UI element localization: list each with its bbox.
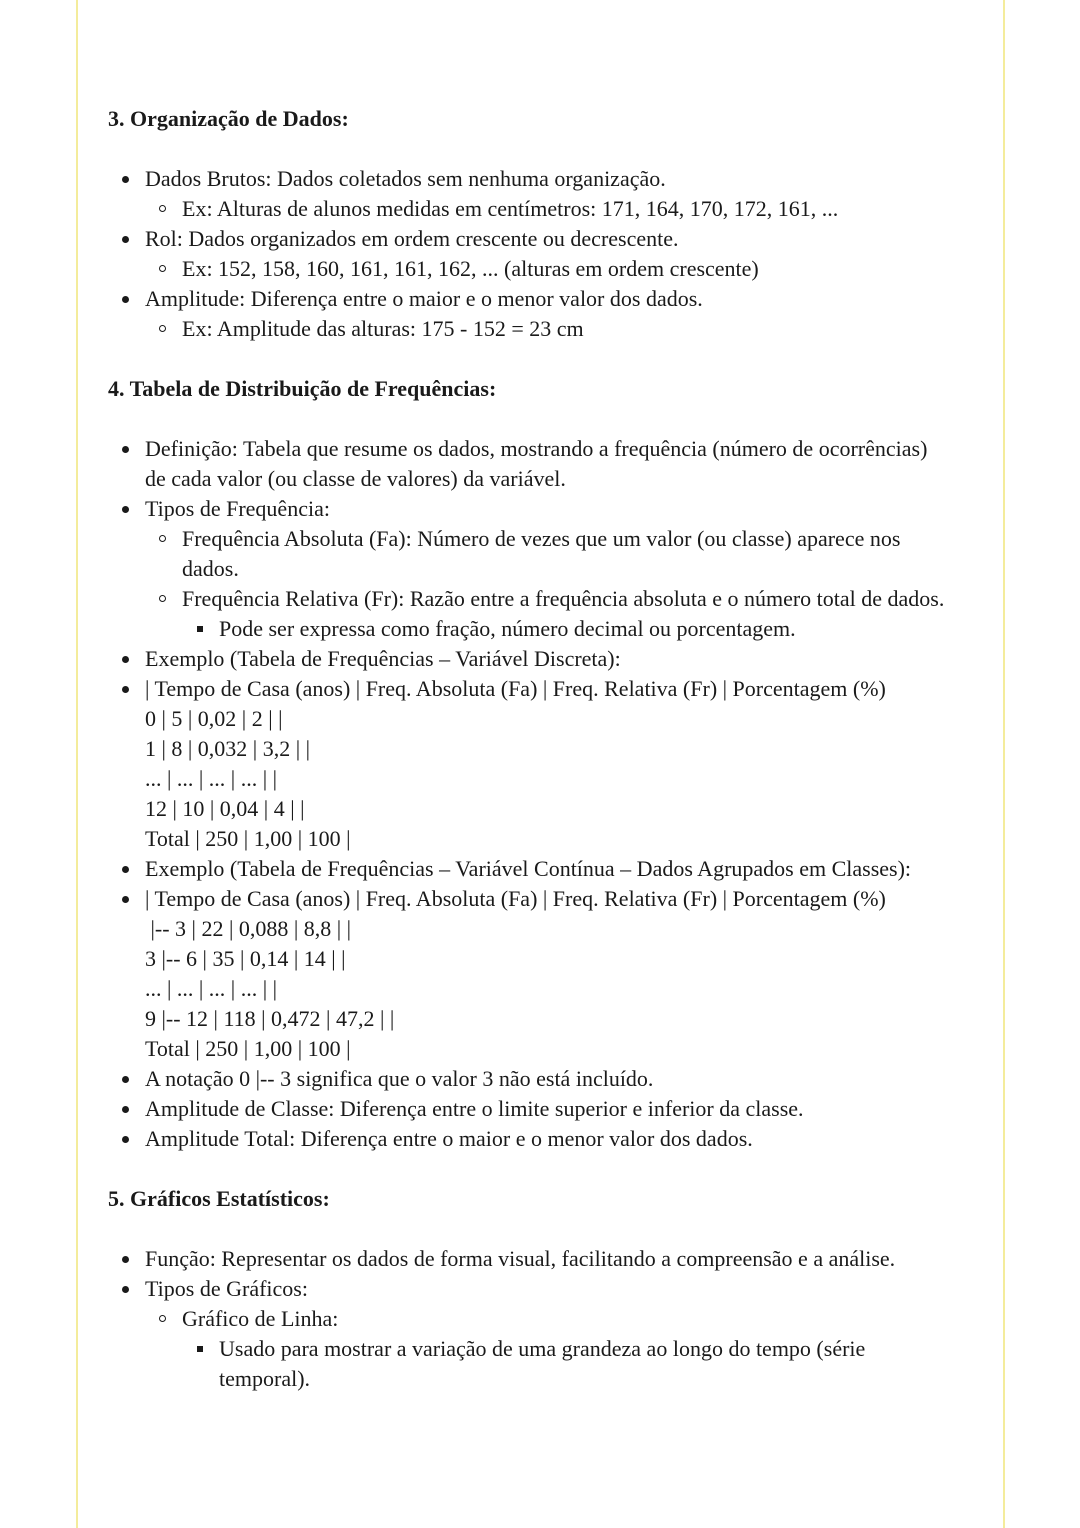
bullet-icon [122,686,129,693]
table-row: ... | ... | ... | ... | | [145,766,278,791]
page-border-right [1003,0,1005,1528]
bullet-icon [122,236,129,243]
list-item: Função: Representar os dados de forma visual, facilitando a compreensão e a análise. [108,1244,988,1274]
list-item: Usado para mostrar a variação de uma grandeza ao longo do tempo (série temporal). [108,1334,988,1394]
table-example-continuous [108,884,988,1064]
bullet-icon [122,1286,129,1293]
circle-bullet-icon [159,325,166,332]
bullet-icon [122,1106,129,1113]
list-item: Pode ser expressa como fração, número decimal ou porcentagem. [108,614,988,644]
bullet-icon [122,506,129,513]
list-item: Tipos de Gráficos: [108,1274,988,1304]
table-example-discrete [108,674,988,854]
section-3-title: 3. Organização de Dados: [108,106,349,131]
list-item: Exemplo (Tabela de Frequências – Variável Contínua – Dados Agrupados em Classes): [108,854,988,884]
table-row: 9 |-- 12 | 118 | 0,472 | 47,2 | | [145,1006,395,1031]
bullet-icon [122,176,129,183]
circle-bullet-icon [159,265,166,272]
bullet-icon [122,296,129,303]
bullet-icon [122,1256,129,1263]
section-4-list [108,434,988,1154]
table-row: |-- 3 | 22 | 0,088 | 8,8 | | [145,916,352,941]
square-bullet-icon [197,626,203,632]
list-item: Ex: 152, 158, 160, 161, 161, 162, ... (alturas em ordem crescente) [108,254,988,284]
circle-bullet-icon [159,595,166,602]
table-row: ... | ... | ... | ... | | [145,976,278,1001]
circle-bullet-icon [159,535,166,542]
section-5-title: 5. Gráficos Estatísticos: [108,1186,330,1211]
list-item: Dados Brutos: Dados coletados sem nenhuma organização. [108,164,988,194]
section-5-list [108,1244,988,1394]
document-content [108,104,988,1394]
table-row: 1 | 8 | 0,032 | 3,2 | | [145,736,311,761]
bullet-icon [122,1136,129,1143]
list-item: Gráfico de Linha: [108,1304,988,1334]
table-row: Total | 250 | 1,00 | 100 | [145,826,351,851]
list-item: Amplitude: Diferença entre o maior e o menor valor dos dados. [108,284,988,314]
table-row: 3 |-- 6 | 35 | 0,14 | 14 | | [145,946,346,971]
section-4-title: 4. Tabela de Distribuição de Frequências: [108,376,497,401]
bullet-icon [122,656,129,663]
square-bullet-icon [197,1346,203,1352]
bullet-icon [122,446,129,453]
table-row: 12 | 10 | 0,04 | 4 | | [145,796,305,821]
bullet-icon [122,896,129,903]
list-item: Definição: Tabela que resume os dados, mostrando a frequência (número de ocorrências) de cada valor (ou classe de valores) da variável. [108,434,988,494]
list-item: Amplitude Total: Diferença entre o maior e o menor valor dos dados. [108,1124,988,1154]
section-3-list [108,164,988,344]
page-border-left [76,0,78,1528]
list-item: Amplitude de Classe: Diferença entre o limite superior e inferior da classe. [108,1094,988,1124]
list-item: A notação 0 |-- 3 significa que o valor 3 não está incluído. [108,1064,988,1094]
list-item: Tipos de Frequência: [108,494,988,524]
circle-bullet-icon [159,1315,166,1322]
bullet-icon [122,1076,129,1083]
table-row: Total | 250 | 1,00 | 100 | [145,1036,351,1061]
table-header: | Tempo de Casa (anos) | Freq. Absoluta (Fa) | Freq. Relativa (Fr) | Porcentagem (%) [145,886,886,911]
bullet-icon [122,866,129,873]
list-item: Frequência Absoluta (Fa): Número de vezes que um valor (ou classe) aparece nos dados. [108,524,988,584]
list-item: Exemplo (Tabela de Frequências – Variável Discreta): [108,644,988,674]
list-item: Frequência Relativa (Fr): Razão entre a frequência absoluta e o número total de dados. [108,584,988,614]
list-item: Ex: Amplitude das alturas: 175 - 152 = 23 cm [108,314,988,344]
table-header: | Tempo de Casa (anos) | Freq. Absoluta (Fa) | Freq. Relativa (Fr) | Porcentagem (%) [145,676,886,701]
circle-bullet-icon [159,205,166,212]
list-item: Ex: Alturas de alunos medidas em centímetros: 171, 164, 170, 172, 161, ... [108,194,988,224]
table-row: 0 | 5 | 0,02 | 2 | | [145,706,283,731]
list-item: Rol: Dados organizados em ordem crescente ou decrescente. [108,224,988,254]
